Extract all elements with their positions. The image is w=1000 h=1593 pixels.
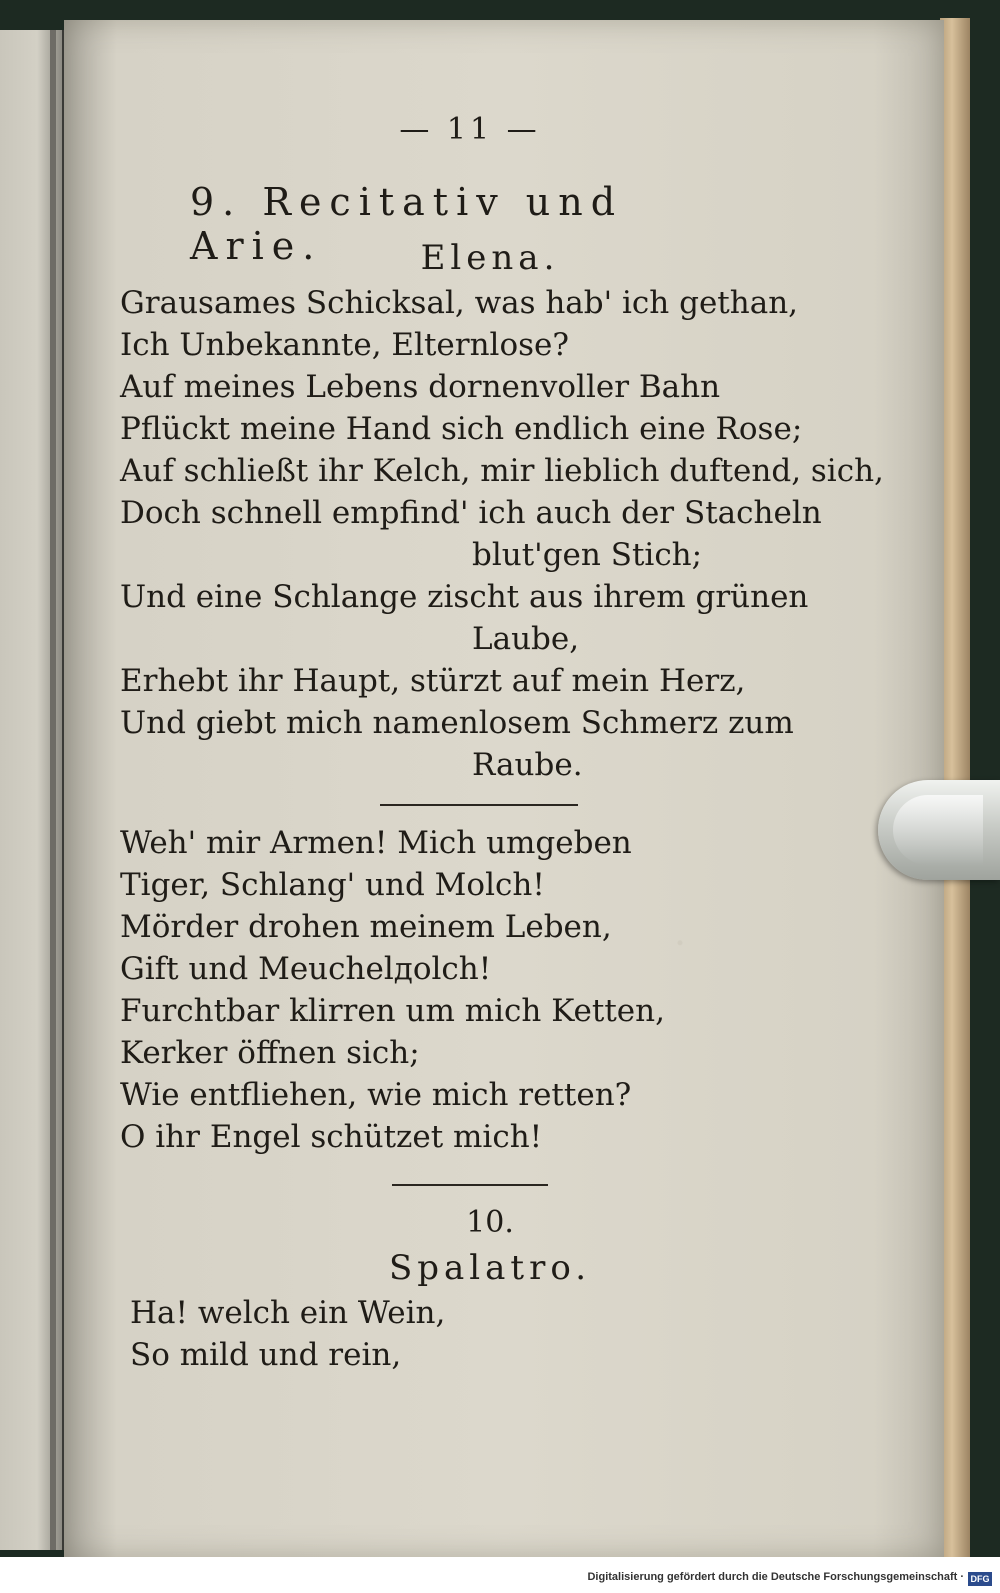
book-spine-edge [50,30,56,1550]
verse-line: Auf schließt ihr Kelch, mir lieblich duftend, sich, [120,453,884,489]
speaker-name-spalatro: Spalatro. [388,1248,592,1288]
recitative-text [120,282,884,786]
verse-line: Mörder drohen meinem Leben, [120,909,612,945]
verse-line: Gift und Meuchelдolch! [120,951,492,987]
verse-line: Und giebt mich namenlosem Schmerz zum [120,705,794,741]
dfg-logo-icon: DFG [968,1572,992,1586]
section-divider [392,1184,548,1186]
section-divider [380,804,578,806]
verse-line: Wie entfliehen, wie mich retten? [120,1077,632,1113]
verse-line: Ha! welch ein Wein, [130,1295,446,1331]
page-clip-highlight [893,795,983,865]
verse-line-continuation: blut'gen Stich; [472,537,703,573]
verse-line: Weh' mir Armen! Mich umgeben [120,825,632,861]
spalatro-text [130,1292,630,1376]
section-heading: 9. Recitativ und Arie. [190,180,624,268]
verse-line-continuation: Raube. [472,747,583,783]
verse-line-continuation: Laube, [472,621,580,657]
funding-credit: Digitalisierung gefördert durch die Deutsche Forschungsgemeinschaft · [587,1571,964,1583]
page-number: — 11 — [399,112,541,147]
verse-line: Kerker öffnen sich; [120,1035,420,1071]
verse-line: Erhebt ihr Haupt, stürzt auf mein Herz, [120,663,746,699]
section-number: 10. [466,1205,514,1240]
verse-line: Tiger, Schlang' und Molch! [120,867,545,903]
verse-line: Auf meines Lebens dornenvoller Bahn [120,369,721,405]
verse-line: Grausames Schicksal, was hab' ich gethan, [120,285,799,321]
verse-line: Doch schnell empfind' ich auch der Stacheln [120,495,822,531]
speaker-name-elena: Elena. [420,238,560,278]
footer-bar [0,1557,1000,1593]
aria-text [120,822,830,1158]
verse-line: So mild und rein, [130,1337,402,1373]
verse-line: Ich Unbekannte, Elternlose? [120,327,570,363]
verse-line: Pflückt meine Hand sich endlich eine Rose; [120,411,803,447]
verse-line: Furchtbar klirren um mich Ketten, [120,993,665,1029]
verse-line: Und eine Schlange zischt aus ihrem grünen [120,579,809,615]
verse-line: O ihr Engel schützet mich! [120,1119,543,1155]
